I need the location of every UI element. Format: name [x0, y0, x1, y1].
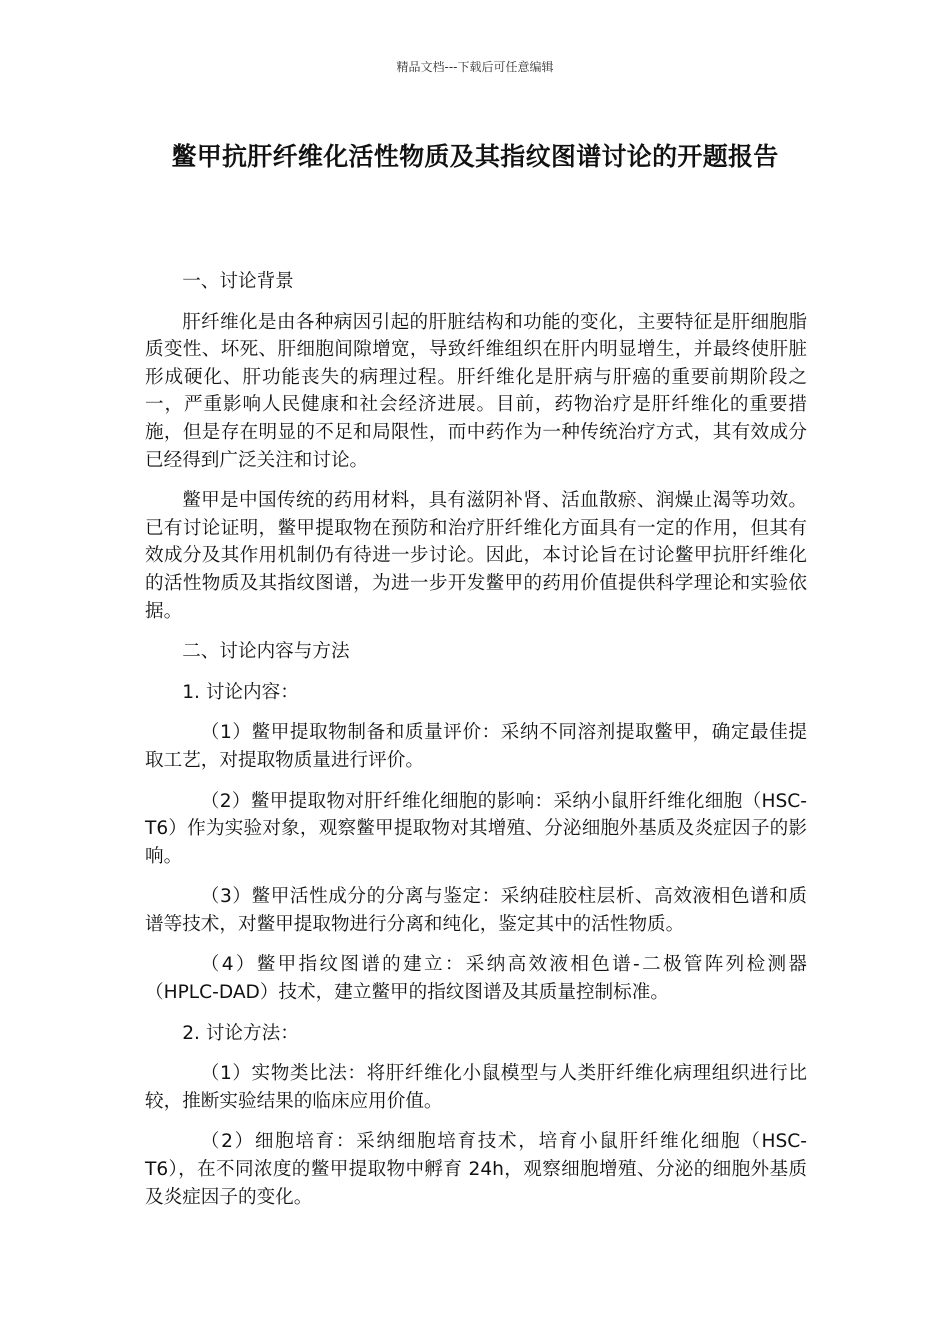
paragraph: 鳖甲是中国传统的药用材料，具有滋阴补肾、活血散瘀、润燥止渴等功效。已有讨论证明，鳖甲提取物在预防和治疗肝纤维化方面具有一定的作用，但其有效成分及其作用机制仍有待进一步讨论。因此，本讨论旨在讨论鳖甲抗肝纤维化的活性物质及其指纹图谱，为进一步开发鳖甲的药用价值提供科学理论和实验依据。: [145, 490, 807, 622]
document-body: [145, 268, 807, 1224]
list-item: （2）鳖甲提取物对肝纤维化细胞的影响：采纳小鼠肝纤维化细胞（HSC-T6）作为实验对象，观察鳖甲提取物对其增殖、分泌细胞外基质及炎症因子的影响。: [145, 790, 807, 867]
document-title: 鳖甲抗肝纤维化活性物质及其指纹图谱讨论的开题报告: [171, 142, 779, 171]
list-item: （1）实物类比法：将肝纤维化小鼠模型与人类肝纤维化病理组织进行比较，推断实验结果的临床应用价值。: [145, 1063, 807, 1112]
list-item: （1）鳖甲提取物制备和质量评价：采纳不同溶剂提取鳖甲，确定最佳提取工艺，对提取物质量进行评价。: [145, 722, 807, 771]
subsection-heading-content: 1. 讨论内容：: [182, 681, 299, 703]
page-header: 精品文档---下载后可任意编辑: [396, 60, 554, 74]
list-item: （3）鳖甲活性成分的分离与鉴定：采纳硅胶柱层析、高效液相色谱和质谱等技术，对鳖甲提取物进行分离和纯化，鉴定其中的活性物质。: [145, 886, 807, 935]
list-item: （4）鳖甲指纹图谱的建立：采纳高效液相色谱-二极管阵列检测器（HPLC-DAD）技术，建立鳖甲的指纹图谱及其质量控制标准。: [145, 954, 807, 1004]
paragraph: 肝纤维化是由各种病因引起的肝脏结构和功能的变化，主要特征是肝细胞脂质变性、坏死、肝细胞间隙增宽，导致纤维组织在肝内明显增生，并最终使肝脏形成硬化、肝功能丧失的病理过程。肝纤维化是肝病与肝癌的重要前期阶段之一，严重影响人民健康和社会经济进展。目前，药物治疗是肝纤维化的重要措施，但是存在明显的不足和局限性，而中药作为一种传统治疗方式，其有效成分已经得到广泛关注和讨论。: [145, 311, 807, 471]
subsection-heading-methods: 2. 讨论方法：: [182, 1022, 299, 1044]
section-heading-content-methods: 二、讨论内容与方法: [182, 641, 350, 663]
section-heading-background: 一、讨论背景: [182, 271, 294, 292]
list-item: （2）细胞培育：采纳细胞培育技术，培育小鼠肝纤维化细胞（HSC-T6），在不同浓度的鳖甲提取物中孵育 24h，观察细胞增殖、分泌的细胞外基质及炎症因子的变化。: [145, 1131, 807, 1208]
